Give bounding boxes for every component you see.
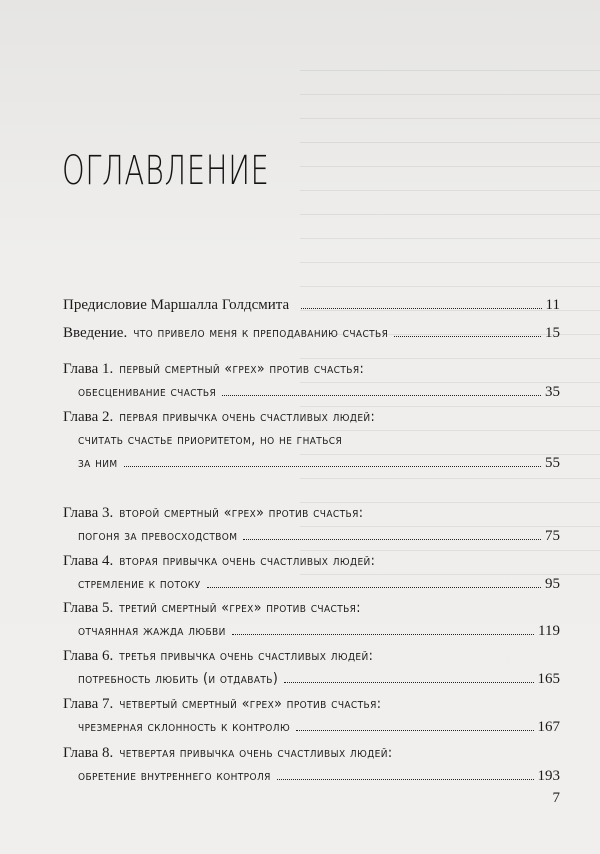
toc-entry-title-line: первый смертный «грех» против счастья: xyxy=(119,361,365,377)
toc-entry-title-line: обретение внутреннего контроля xyxy=(78,768,271,784)
toc-page-number: 11 xyxy=(545,297,560,313)
toc-entry-title-line: третья привычка очень счастливых людей: xyxy=(119,648,374,664)
toc-entry-title-line: четвертый смертный «грех» против счастья: xyxy=(119,696,382,712)
toc-entry-title-line: погоня за превосходством xyxy=(78,528,238,544)
toc-entry-title-line: вторая привычка очень счастливых людей: xyxy=(119,553,376,569)
toc-chapter-label: Глава 3. xyxy=(63,505,114,521)
toc-entry-title-line: за ним xyxy=(78,455,118,471)
toc-entry-title-line: третий смертный «грех» против счастья: xyxy=(119,600,361,616)
dot-leader xyxy=(124,466,541,467)
toc-page-number: 119 xyxy=(538,623,560,639)
toc-chapter-label: Глава 4. xyxy=(63,553,114,569)
toc-chapter-label: Глава 6. xyxy=(63,648,114,664)
toc-chapter-label: Глава 7. xyxy=(63,696,114,712)
toc-entry-title-line: считать счастье приоритетом, но не гнаться xyxy=(78,432,343,448)
toc-page-number: 167 xyxy=(537,719,560,735)
dot-leader xyxy=(284,682,533,683)
toc-page-number: 35 xyxy=(545,384,560,400)
toc-page-number: 75 xyxy=(545,528,560,544)
folio-page-number: 7 xyxy=(552,790,560,806)
dot-leader xyxy=(222,395,541,396)
toc-chapter-label: Глава 8. xyxy=(63,745,114,761)
toc-page-number: 55 xyxy=(545,455,560,471)
toc-entry-title: Предисловие Маршалла Голдсмита xyxy=(63,297,290,313)
dot-leader xyxy=(301,308,541,309)
toc-entry-title-line: стремление к потоку xyxy=(78,576,201,592)
dot-leader xyxy=(277,779,534,780)
toc-entry-title-line: четвертая привычка очень счастливых людей: xyxy=(119,745,393,761)
toc-entry-title-line: потребность любить (и отдавать) xyxy=(78,671,279,687)
toc-entry-title-line: обесценивание счастья xyxy=(78,384,217,400)
toc-page-number: 95 xyxy=(545,576,560,592)
toc-entry-title-line: отчаянная жажда любви xyxy=(78,623,226,639)
toc-chapter-label: Глава 2. xyxy=(63,409,114,425)
toc-chapter-label: Введение. xyxy=(63,325,128,341)
dot-leader xyxy=(296,730,533,731)
dot-leader xyxy=(394,336,541,337)
toc-entry-title-line: первая привычка очень счастливых людей: xyxy=(119,409,376,425)
dot-leader xyxy=(243,539,541,540)
page-title: ОГЛАВЛЕНИЕ xyxy=(62,148,270,194)
toc-page-number: 193 xyxy=(537,768,560,784)
toc-page-number: 165 xyxy=(537,671,560,687)
toc-page-number: 15 xyxy=(545,325,560,341)
toc-entry-title-line: второй смертный «грех» против счастья: xyxy=(119,505,364,521)
toc-entry-title-line: что привело меня к преподаванию счастья xyxy=(133,325,389,341)
dot-leader xyxy=(207,587,541,588)
dot-leader xyxy=(232,634,534,635)
toc-chapter-label: Глава 5. xyxy=(63,600,114,616)
toc-chapter-label: Глава 1. xyxy=(63,361,114,377)
toc-entry-title-line: чрезмерная склонность к контролю xyxy=(78,719,291,735)
